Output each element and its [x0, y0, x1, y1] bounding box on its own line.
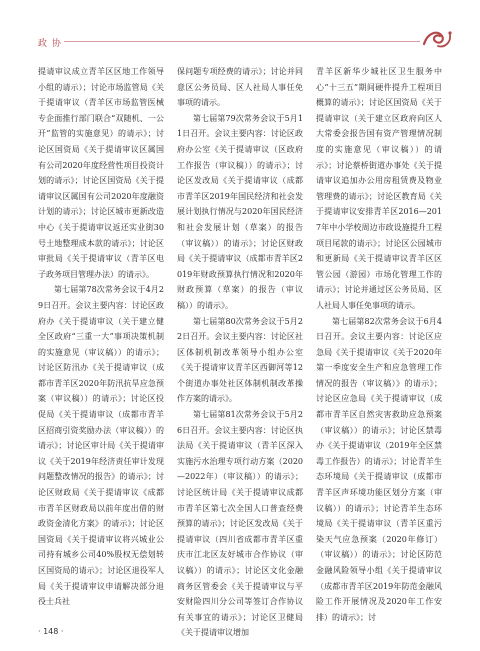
column-left — [38, 64, 164, 620]
paragraph: 第七届第79次常务会议于5月11日召开。会议主要内容：讨论区政府办公室《关于提请审议（区政府工作报告（审议稿））的请示》；讨论区发改局《关于提请审议（成都市青羊区2019年国民经济和社会发展计划执行情况与2020年国民经济和社会发展计划（草案）的报告（审议稿））的请示》；讨论区财政局《关于提请审议（成都市青羊区2019年财政预算执行情况和2020年财政预算（草案）的报告（审议稿））的请示》。 — [177, 113, 303, 310]
paragraph: 保问题专项经费的请示》；讨论并同意区公务员局、区人社局人事任免事项的请示。 — [177, 67, 303, 108]
paragraph: 提请审议成立青羊区区地工作领导小组的请示）；讨论市场监管局《关于提请审议（青羊区市场监管医械专企面推行部门联合“双随机、一公开”监管的实施意见）的请示》；讨论区国资局《关于提请审议区属国有公司2020年度经营性项目投资计划的请示》；讨论区国资局《关于提请审议区属国有公司2020年度融资计划的请示》；讨论区城市更新改造中心《关于提请审议返还实业街30号土地整理成本款的请示》；讨论区审批局《关于提请审议（青羊区电子政务项目管理办法）的请示》。 — [38, 67, 164, 279]
paragraph: 第七届第78次常务会议于4月29日召开。会议主要内容：讨论区政府办《关于提请审议（关于建立健全区政府“三重一大”事项决策机制的实施意见（审议稿））的请示》；讨论区防汛办《关于提请审议（成都市青羊区2020年防汛抗旱应急预案（审议稿））的请示》；讨论区投促局《关于提请审议（成都市青羊区招商引资奖励办法（审议稿））的请示》；讨论区审计局《关于提请审议《关于2019年经济责任审计发现问题整改情况的报告》的请示》；讨论区财政局《关于提请审议《成都市青羊区财政局以前年度出借的财政资金清化方案》的请示》；讨论区国资局《关于提请审议将兴城业公司持有城乡公司40%股权无偿划转区国资局的请示》；讨论区退役军人局《关于提请审议申请解决部分退役士兵社 — [38, 285, 164, 607]
paragraph: 青羊区新华少城社区卫生服务中心“十三五”期间硬件提升工程项目概算的请示》；讨论区国资局《关于提请审议（关于建立区政府向区人大常委会报告国有资产管理情况制度的实施意见（审议稿））的请示》；讨论蔡桥街道办事处《关于提请审议追加办公用房租赁费及物业管理费的请示》；讨论区教育局《关于提请审议安排青羊区2016—2017年中小学校周边市政设施提升工程项目尾款的请示》；讨论区公园城市和更新局《关于提请审议青羊区区管公园（游园）市场化管理工作的请示》；讨论并通过区公务员局、区人社局人事任免事项的请示。 — [316, 67, 442, 310]
paragraph: 第七届第82次常务会议于6月4日召开。会议主要内容：讨论区应急局《关于提请审议《关于2020年第一季度安全生产和应急管理工作情况的报告（审议稿）》的请示》；讨论区应急局《关于提请审议（成都市青羊区自然灾害救助应急预案（审议稿））的请示》；讨论区禁毒办《关于提请审议（2019年全区禁毒工作报告）的请示》；讨论青羊生态环境局《关于提请审议（成都市青羊区声环境功能区划分方案（审议稿））的请示》；讨论青羊生态环境局《关于提请审议（青羊区重污染天气应急预案（2020年修订）（审议稿））的请示》；讨论区防范金融风险领导小组《关于提请审议（成都市青羊区2019年防范金融风险工作开展情况及2020年工作安排）的请示》；讨 — [316, 316, 442, 622]
running-header — [0, 0, 480, 58]
page-number: · 148 · — [38, 627, 64, 636]
column-middle — [177, 64, 303, 638]
paragraph: 第七届第81次常务会议于5月26日召开。会议主要内容：讨论区执法局《关于提请审议（青羊区深入实施污水治理专项行动方案（2020—2022年）（审议稿））的请示》；讨论区统计局《关于提请审议成都市青羊区第七次全国人口普查经费预算的请示》；讨论区发改局《关于提请审议（四川省成都市青羊区重庆市江北区友好城市合作协议（审议稿））的请示》；讨论区文化金融商务区管委会《关于提请审议与平安财险四川分公司等签订合作协议有关事宜的请示》；讨论区卫健局《关于提请审议增加 — [177, 410, 303, 638]
column-right — [316, 64, 442, 620]
header-rule — [64, 41, 420, 42]
red-swirl-ornament-icon — [420, 26, 454, 50]
section-label: 政 协 — [38, 39, 62, 49]
paragraph: 第七届第80次常务会议于5月22日召开。会议主要内容：讨论区社区体制机制改革领导小组办公室《关于提请审议青羊区西御河等12个街道办事处社区体制机制改革操作方案的请示》。 — [177, 316, 303, 404]
